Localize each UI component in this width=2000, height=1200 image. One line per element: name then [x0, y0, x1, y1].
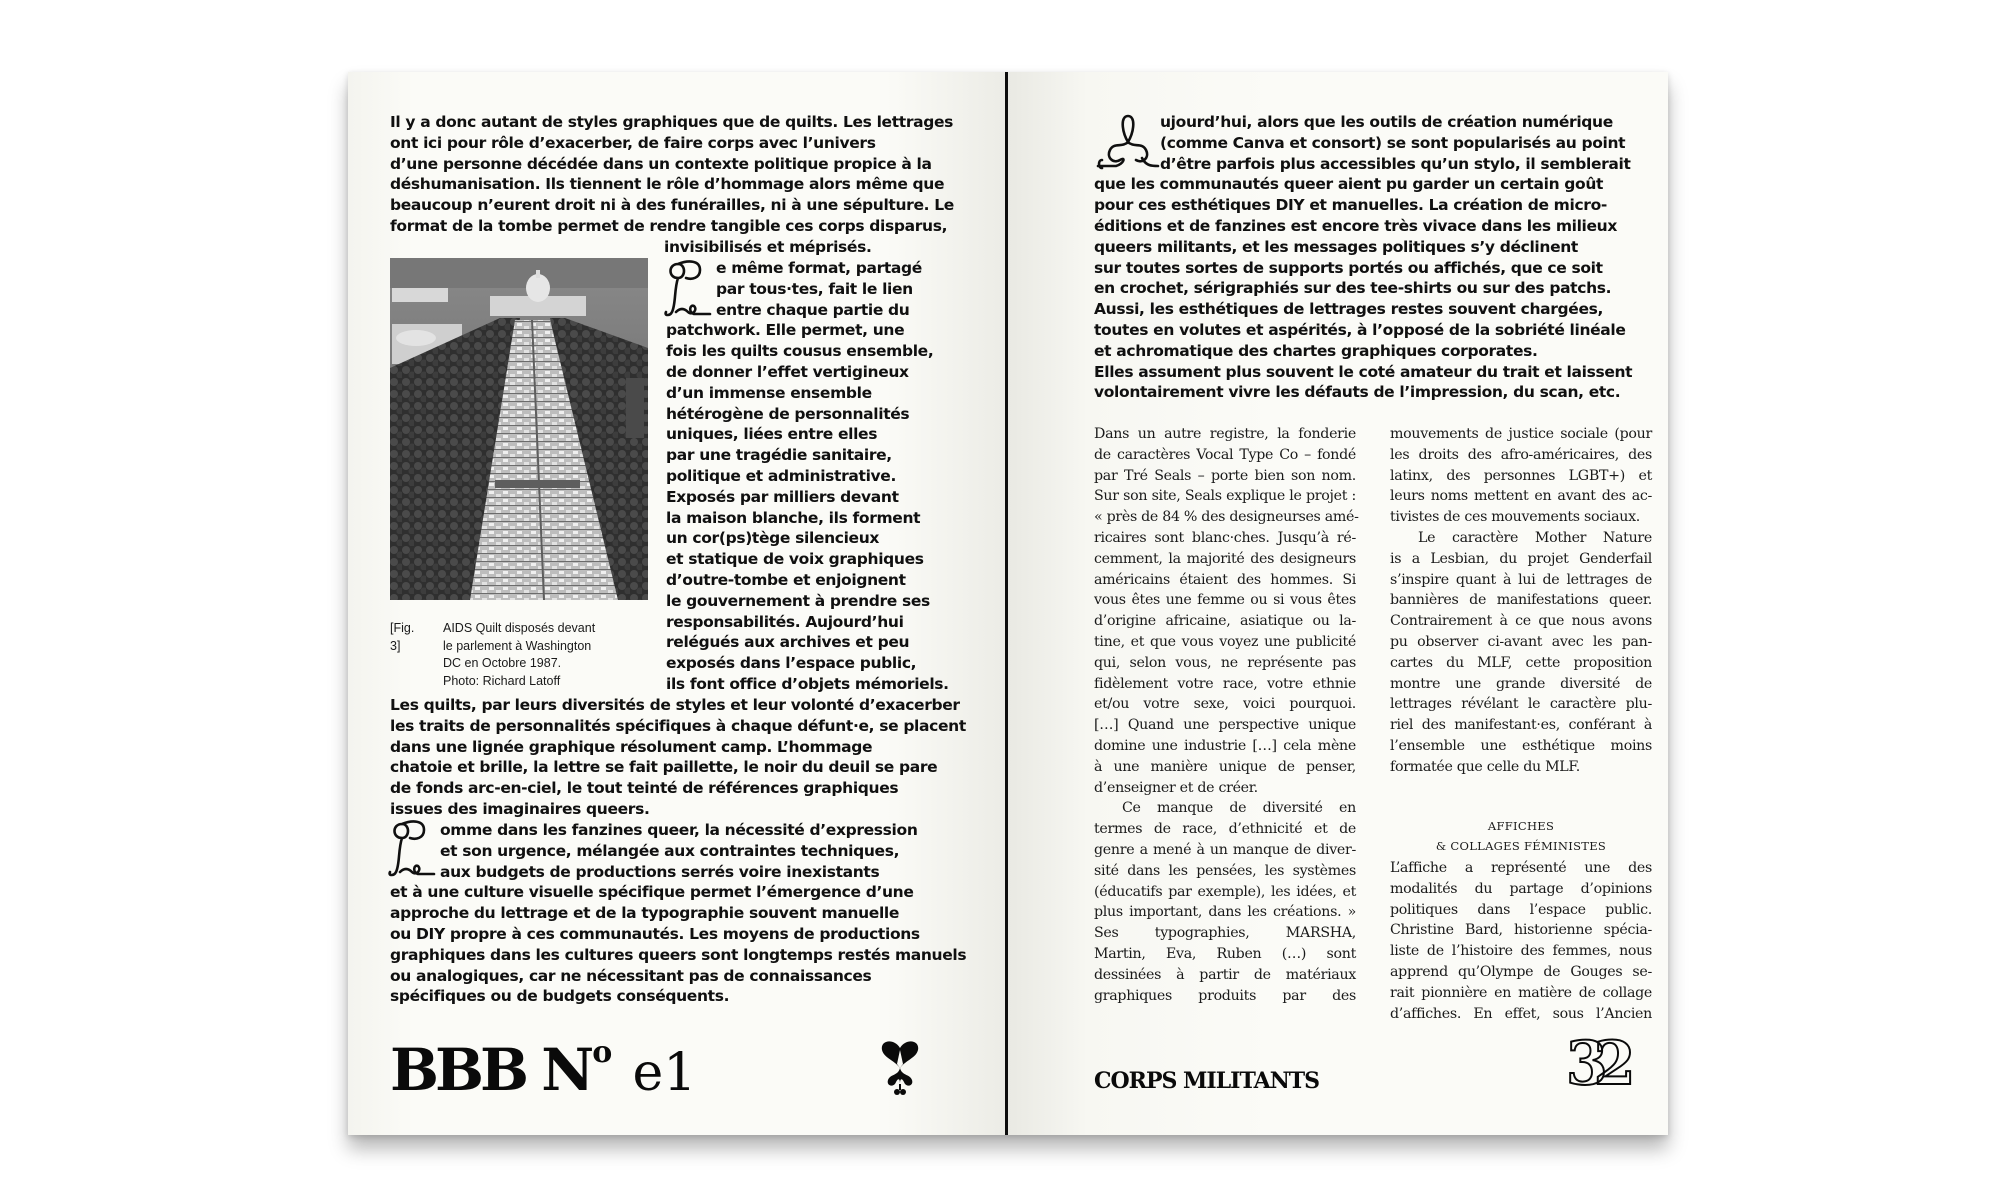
text-line: ou analogiques, car ne nécessitant pas de connaissances: [390, 966, 872, 985]
text-line: les droits des afro-américaires, des: [1390, 446, 1652, 463]
side-column-paragraph: [666, 258, 996, 695]
text-line: exposés dans l’espace public,: [666, 654, 917, 673]
text-line: uniques, liées entre elles: [666, 425, 878, 444]
text-line: tivistes de ces mouvements sociaux.: [1390, 509, 1641, 526]
text-line: éditions et de fanzines est encore très vivace dans les milieux: [1094, 216, 1618, 235]
text-line: d’un immense ensemble: [666, 383, 872, 402]
text-line: […] Quand une perspective unique: [1094, 717, 1356, 734]
aids-quilt-photo-illustration: [390, 258, 648, 600]
text-line: Ce manque de diversité en: [1122, 800, 1356, 817]
text-line: déshumanisation. Ils tiennent le rôle d’hommage alors même que: [390, 175, 945, 194]
text-line: par une tragédie sanitaire,: [666, 446, 892, 465]
text-line: fidèlement votre race, votre ethnie: [1094, 675, 1356, 692]
text-line: dessinées à partir de matériaux: [1094, 966, 1356, 983]
text-line: et achromatique des chartes graphiques corporates.: [1094, 341, 1538, 360]
text-line: mouvements de justice sociale (pour: [1390, 426, 1652, 442]
text-line: fois les quilts cousus ensemble,: [666, 342, 934, 361]
text-line: liste de l’histoire des femmes, nous: [1390, 943, 1652, 960]
caption-line: Photo: Richard Latoff: [443, 673, 561, 688]
text-line: tine, et que vous voyez une publicité: [1094, 633, 1356, 650]
text-line: omme dans les fanzines queer, la nécessité d’expression: [440, 821, 918, 839]
section-title: CORPS MILITANTS: [1094, 1068, 1320, 1094]
logo-bbb: BBB: [390, 1036, 526, 1104]
text-line: invisibilisés et méprisés.: [664, 237, 872, 256]
text-line: approche du lettrage et de la typographie souvent manuelle: [390, 904, 900, 923]
text-line: volontairement vivre les défauts de l’impression, du scan, etc.: [1094, 383, 1621, 402]
text-line: et statique de voix graphiques: [666, 550, 924, 569]
text-line: la maison blanche, ils forment: [666, 508, 921, 527]
text-line: domine une industrie […] cela mène: [1094, 737, 1356, 754]
intro-paragraph: [1094, 112, 1654, 403]
text-line: politique et administrative.: [666, 466, 896, 485]
text-line: Contrairement à ce que nous avons: [1390, 613, 1652, 630]
text-line: Martin, Eva, Ruben (…) sont: [1094, 945, 1356, 962]
text-line: (comme Canva et consort) se sont popularisés au point: [1160, 133, 1626, 152]
figure-caption-text: [443, 620, 663, 690]
text-line: Sur son site, Seals explique le projet :: [1094, 488, 1356, 505]
text-line: ils font office d’objets mémoriels.: [666, 674, 949, 693]
paragraph-fanzines: [390, 820, 1000, 1007]
text-line: s’inspire quant à lui de lettrages de: [1390, 571, 1652, 588]
text-line: riel des manifestant·es, conférant à: [1390, 717, 1652, 734]
text-line: bannières de manifestations queer.: [1390, 592, 1652, 609]
text-line: Aussi, les esthétiques de lettrages restes souvent chargées,: [1094, 300, 1604, 319]
text-line: d’affiches. En effet, sous l’Ancien: [1390, 1005, 1652, 1022]
text-line: de fonds arc-en-ciel, le tout teinté de références graphiques: [390, 779, 899, 798]
caption-line: le parlement à Washington: [443, 638, 592, 653]
caption-line: DC en Octobre 1987.: [443, 656, 562, 670]
text-line: américains étaient des hommes. Si: [1094, 571, 1356, 588]
right-page: [1008, 72, 1668, 1135]
text-line: en crochet, sérigraphiés sur des tee-shirts ou sur des patchs.: [1094, 279, 1612, 298]
text-line: beaucoup n’eurent droit ni à des funérailles, ni à une sépulture. Le: [390, 196, 954, 215]
text-line: aux budgets de productions serrés voire inexistants: [440, 862, 880, 881]
text-line: e même format, partagé: [716, 259, 922, 277]
text-line: d’une personne décédée dans un contexte politique propice à la: [390, 154, 932, 173]
text-line: que les communautés queer aient pu garder un certain goût: [1094, 175, 1604, 194]
paragraph-quilts-camp: [390, 695, 1000, 820]
intro-paragraph: [390, 112, 990, 258]
text-line: politiques dans l’espace public.: [1390, 901, 1652, 918]
page-number: 32: [1566, 1029, 1622, 1099]
text-line: lettrages révélant le caractère plu-: [1390, 696, 1652, 713]
text-line: formatée que celle du MLF.: [1390, 758, 1580, 775]
logo-n: N: [541, 1036, 593, 1104]
text-line: Elles assument plus souvent le coté amateur du trait et laissent: [1094, 362, 1633, 381]
text-line: Ses typographies, MARSHA,: [1094, 925, 1356, 942]
text-line: modalités du partage d’opinions: [1390, 880, 1652, 897]
text-line: ont ici pour rôle d’exacerber, de faire corps avec l’univers: [390, 133, 876, 152]
text-line: par tous·tes, fait le lien: [716, 279, 913, 298]
body-column-2-affiches: [1390, 858, 1652, 1024]
section-subheading: [1390, 816, 1652, 856]
text-line: Les quilts, par leurs diversités de styles et leur volonté d’exacerber: [390, 696, 960, 714]
text-line: patchwork. Elle permet, une: [666, 321, 905, 340]
text-line: toutes en volutes et aspérités, à l’opposé de la sobriété linéale: [1094, 320, 1626, 339]
text-line: is a Lesbian, du projet Genderfail: [1390, 550, 1652, 567]
issue-number: e1: [632, 1043, 697, 1103]
text-line: issues des imaginaires queers.: [390, 799, 650, 818]
left-page: [348, 72, 1005, 1135]
text-line: pour ces esthétiques DIY et manuelles. La création de micro-: [1094, 196, 1607, 215]
text-line: vous êtes une femme ou si vous êtes: [1094, 592, 1356, 609]
text-line: graphiques dans les cultures queers sont longtemps restés manuels: [390, 945, 967, 964]
text-line: ou DIY propre à ces communautés. Les moyens de productions: [390, 924, 920, 943]
text-line: L’affiche a représenté une des: [1390, 860, 1652, 876]
text-line: Dans un autre registre, la fonderie: [1094, 426, 1356, 442]
text-line: Christine Bard, historienne spécia-: [1390, 922, 1652, 939]
text-line: graphiques produits par des: [1094, 987, 1356, 1004]
subhead-line: & COLLAGES FÉMINISTES: [1435, 839, 1607, 853]
text-line: dans une lignée graphique résolument camp. L’hommage: [390, 737, 873, 756]
text-line: apprend qu’Olympe de Gouges se-: [1390, 963, 1652, 980]
text-line: spécifiques ou de budgets conséquents.: [390, 987, 730, 1006]
text-line: hétérogène de personnalités: [666, 404, 910, 423]
text-line: à une manière unique de penser,: [1094, 758, 1356, 775]
text-line: « près de 84 % des designeurses amé-: [1094, 509, 1359, 526]
text-line: Il y a donc autant de styles graphiques que de quilts. Les lettrages: [390, 113, 954, 131]
text-line: montre une grande diversité de: [1390, 675, 1652, 692]
text-line: queers militants, et les messages politiques s’y déclinent: [1094, 237, 1578, 256]
text-line: et/ou votre sexe, voici pourquoi.: [1094, 696, 1356, 713]
text-line: entre chaque partie du: [716, 300, 910, 319]
text-line: sur toutes sortes de supports portés ou affichés, que ce soit: [1094, 258, 1603, 277]
subhead-line: AFFICHES: [1487, 819, 1555, 833]
text-line: latinx, des personnes LGBT+) et: [1390, 467, 1652, 484]
text-line: le gouvernement à prendre ses: [666, 591, 930, 610]
text-line: de donner l’effet vertigineux: [666, 362, 909, 381]
text-line: d’enseigner et de créer.: [1094, 779, 1258, 796]
text-line: rait pionnière en matière de collage: [1390, 984, 1652, 1001]
text-line: chatoie et brille, la lettre se fait paillette, le noir du deuil se pare: [390, 758, 938, 777]
magazine-logo: [390, 1035, 697, 1104]
text-line: format de la tombe permet de rendre tangible ces corps disparus,: [390, 216, 948, 235]
text-line: et son urgence, mélangée aux contraintes techniques,: [440, 841, 900, 860]
text-line: plus important, dans les créations. »: [1094, 904, 1356, 921]
text-line: genre a mené à un manque de diver-: [1094, 841, 1356, 858]
logo-numero: [541, 1036, 610, 1104]
text-line: l’ensemble une esthétique moins: [1390, 737, 1652, 754]
text-line: sité dans les pensées, les systèmes: [1094, 862, 1356, 879]
text-line: termes de race, d’ethnicité et de: [1094, 821, 1356, 838]
text-line: (éducatifs par exemple), les idées, et: [1094, 883, 1356, 900]
text-line: Exposés par milliers devant: [666, 487, 899, 506]
text-line: ujourd’hui, alors que les outils de création numérique: [1160, 113, 1613, 131]
body-column-1: [1094, 424, 1359, 1006]
text-line: d’outre-tombe et enjoignent: [666, 570, 906, 589]
book-spread: [348, 72, 1668, 1135]
figure-tag: [Fig. 3]: [390, 621, 415, 653]
text-line: d’être parfois plus accessibles qu’un stylo, il semblerait: [1160, 154, 1631, 173]
text-line: et à une culture visuelle spécifique permet l’émergence d’une: [390, 883, 914, 902]
figure-photo-aids-quilt: [390, 258, 648, 600]
text-line: responsabilités. Aujourd’hui: [666, 612, 904, 631]
text-line: un cor(ps)tège silencieux: [666, 529, 880, 548]
text-line: leurs noms mettent en avant des ac-: [1390, 488, 1652, 505]
text-line: d’origine africaine, asiatique ou la-: [1094, 613, 1356, 630]
text-line: de caractères Vocal Type Co – fondé: [1094, 446, 1356, 463]
text-line: cemment, la majorité des designeurs: [1094, 550, 1356, 567]
text-line: cartes du MLF, cette proposition: [1390, 654, 1652, 671]
text-line: Le caractère Mother Nature: [1418, 529, 1652, 546]
text-line: par Tré Seals – porte bien son nom.: [1094, 467, 1356, 484]
text-line: ricaires sont blanc·ches. Jusqu’à ré-: [1094, 529, 1356, 546]
text-line: les traits de personnalités spécifiques à chaque défunt·e, se placent: [390, 716, 966, 735]
text-line: qui, selon vous, ne représente pas: [1094, 654, 1356, 671]
logo-o: o: [592, 1035, 611, 1070]
caption-line: AIDS Quilt disposés devant: [443, 621, 596, 635]
fleuron-heart-icon: [876, 1038, 924, 1096]
text-line: pu observer ci-avant avec les pan-: [1390, 633, 1652, 650]
body-column-2: [1390, 424, 1652, 778]
text-line: relégués aux archives et peu: [666, 633, 910, 652]
